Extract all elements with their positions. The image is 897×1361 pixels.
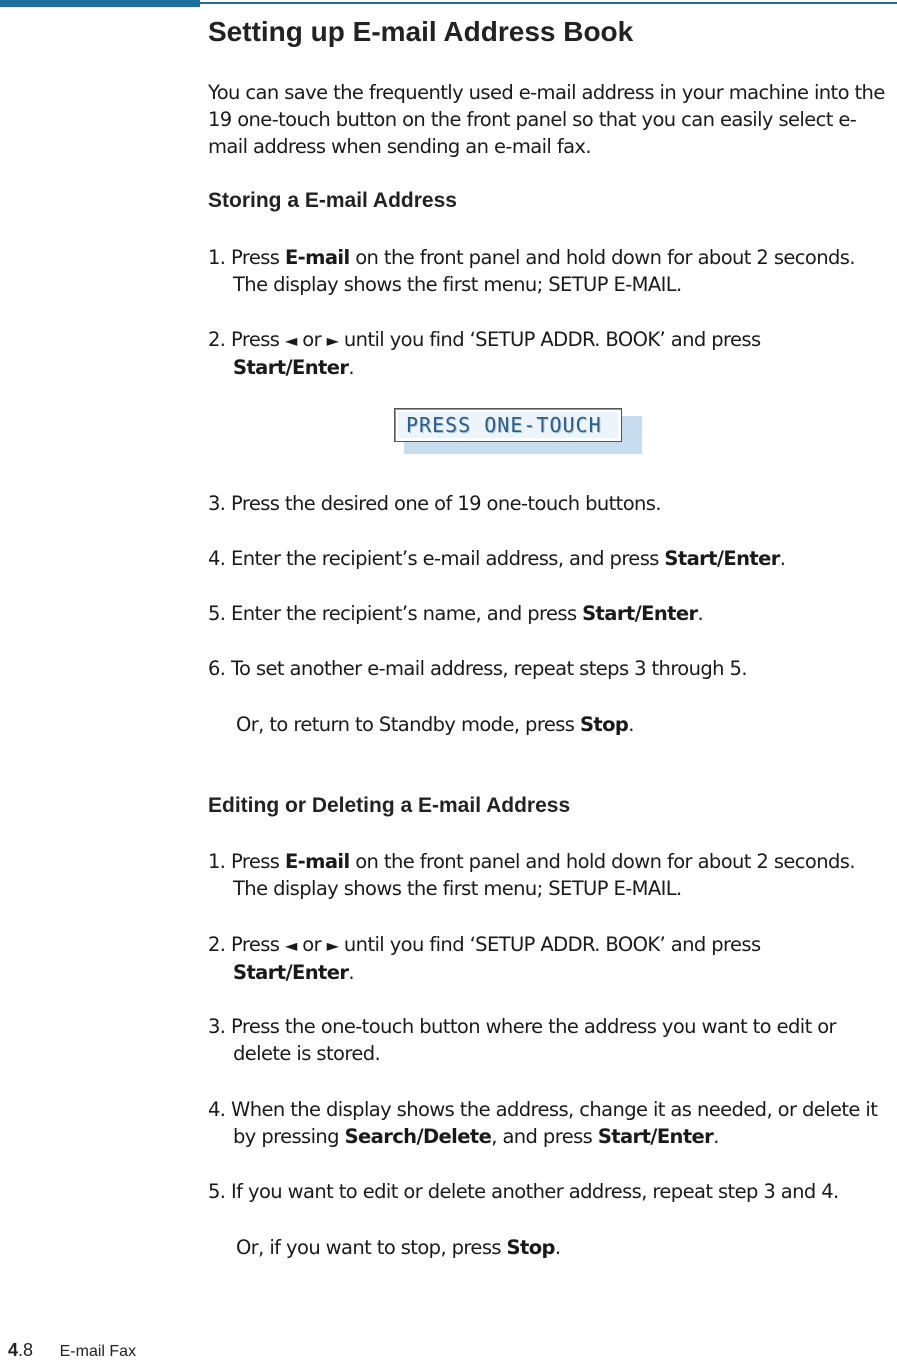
start-enter-key: Start/Enter (233, 961, 349, 984)
step-number: 5. (208, 602, 226, 625)
intro-paragraph: You can save the frequently used e-mail address in your machine into the 19 one-touch button on the front panel so that you can easily select e-mail address when sending an e-mail fax. (208, 81, 885, 158)
step-number: 3. (208, 1015, 226, 1038)
editing-step-3: 3. Press the one-touch button where the address you want to edit or delete is stored. (208, 1015, 836, 1065)
storing-step-5: 5. Enter the recipient’s name, and press Start/Enter. (208, 602, 704, 625)
step-number: 4. (208, 1098, 226, 1121)
stop-key: Stop (506, 1236, 555, 1259)
step-number: 6. (208, 657, 226, 680)
start-enter-key: Start/Enter (582, 602, 698, 625)
header-accent-bar (0, 0, 200, 7)
header-rule (200, 2, 897, 4)
page-title: Setting up E-mail Address Book (208, 16, 634, 47)
storing-step-4: 4. Enter the recipient’s e-mail address, and press Start/Enter. (208, 547, 786, 570)
storing-step-3: 3. Press the desired one of 19 one-touch buttons. (208, 492, 661, 515)
step-number: 3. (208, 492, 226, 515)
storing-step-6: 6. To set another e-mail address, repeat steps 3 through 5. (208, 657, 747, 680)
step-number: 5. (208, 1180, 226, 1203)
storing-step-1: 1. Press E-mail on the front panel and hold down for about 2 seconds. The display shows the first menu; SETUP E-MAIL. (208, 246, 855, 296)
step-number: 4. (208, 547, 226, 570)
right-arrow-icon: ► (326, 936, 339, 955)
step-number: 2. (208, 328, 226, 351)
left-arrow-icon: ◄ (284, 331, 297, 350)
page-footer (8, 1340, 136, 1361)
chapter-title: E-mail Fax (59, 1343, 137, 1360)
editing-stop-note: Or, if you want to stop, press Stop. (236, 1236, 561, 1259)
search-delete-key: Search/Delete (344, 1125, 492, 1148)
storing-heading: Storing a E-mail Address (208, 189, 457, 212)
start-enter-key: Start/Enter (233, 356, 349, 379)
lcd-display (394, 408, 642, 456)
editing-step-4: 4. When the display shows the address, change it as needed, or delete it by pressing Search/Delete, and press Start/Enter. (208, 1098, 878, 1148)
start-enter-key: Start/Enter (664, 547, 780, 570)
step-number: 1. (208, 246, 226, 269)
storing-step-2: 2. Press ◄ or ► until you find ‘SETUP ADDR. BOOK’ and press Start/Enter. (208, 328, 761, 379)
email-key: E-mail (284, 850, 350, 873)
email-key: E-mail (284, 246, 350, 269)
lcd-text: PRESS ONE-TOUCH (398, 412, 618, 438)
editing-step-5: 5. If you want to edit or delete another address, repeat step 3 and 4. (208, 1180, 839, 1203)
start-enter-key: Start/Enter (597, 1125, 714, 1148)
editing-step-2: 2. Press ◄ or ► until you find ‘SETUP ADDR. BOOK’ and press Start/Enter. (208, 933, 761, 984)
right-arrow-icon: ► (326, 331, 339, 350)
page-number: 4.8 (8, 1340, 34, 1360)
editing-heading: Editing or Deleting a E-mail Address (208, 794, 571, 817)
storing-standby-note: Or, to return to Standby mode, press Stop. (236, 713, 634, 736)
left-arrow-icon: ◄ (284, 936, 297, 955)
editing-step-1: 1. Press E-mail on the front panel and hold down for about 2 seconds. The display shows the first menu; SETUP E-MAIL. (208, 850, 855, 900)
stop-key: Stop (579, 713, 629, 736)
lcd-frame (394, 408, 622, 442)
step-number: 1. (208, 850, 226, 873)
step-number: 2. (208, 933, 226, 956)
